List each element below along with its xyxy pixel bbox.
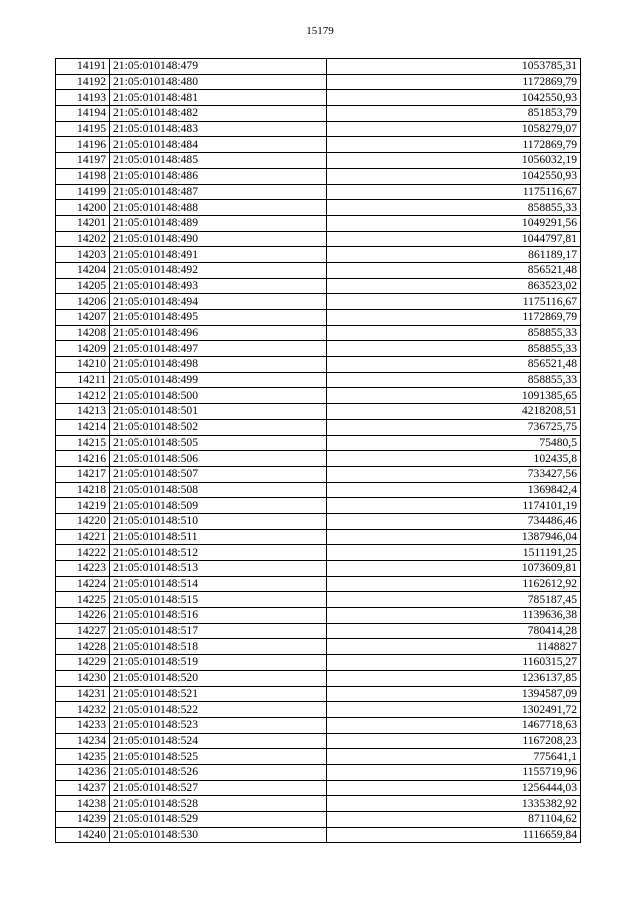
row-number-cell: 14194 bbox=[56, 106, 110, 122]
table-row bbox=[56, 749, 581, 765]
row-number-cell: 14226 bbox=[56, 608, 110, 624]
table-row bbox=[56, 262, 581, 278]
cadastral-value-cell: 1256444,03 bbox=[327, 780, 581, 796]
row-number-cell: 14214 bbox=[56, 419, 110, 435]
cadastral-number-cell: 21:05:010148:483 bbox=[110, 121, 327, 137]
cadastral-value-cell: 1172869,79 bbox=[327, 310, 581, 326]
cadastral-number-cell: 21:05:010148:516 bbox=[110, 608, 327, 624]
table-row bbox=[56, 482, 581, 498]
cadastral-value-cell: 1044797,81 bbox=[327, 231, 581, 247]
row-number-cell: 14236 bbox=[56, 764, 110, 780]
cadastral-value-cell: 1172869,79 bbox=[327, 137, 581, 153]
cadastral-value-cell: 858855,33 bbox=[327, 200, 581, 216]
row-number-cell: 14201 bbox=[56, 215, 110, 231]
row-number-cell: 14195 bbox=[56, 121, 110, 137]
table-row bbox=[56, 231, 581, 247]
cadastral-value-cell: 1302491,72 bbox=[327, 702, 581, 718]
cadastral-value-cell: 856521,48 bbox=[327, 357, 581, 373]
cadastral-number-cell: 21:05:010148:501 bbox=[110, 404, 327, 420]
cadastral-number-cell: 21:05:010148:506 bbox=[110, 451, 327, 467]
table-row bbox=[56, 702, 581, 718]
cadastral-number-cell: 21:05:010148:522 bbox=[110, 702, 327, 718]
row-number-cell: 14210 bbox=[56, 357, 110, 373]
cadastral-value-cell: 75480,5 bbox=[327, 435, 581, 451]
cadastral-number-cell: 21:05:010148:498 bbox=[110, 357, 327, 373]
table-row bbox=[56, 717, 581, 733]
row-number-cell: 14211 bbox=[56, 372, 110, 388]
row-number-cell: 14216 bbox=[56, 451, 110, 467]
row-number-cell: 14237 bbox=[56, 780, 110, 796]
cadastral-value-cell: 858855,33 bbox=[327, 372, 581, 388]
table-row bbox=[56, 121, 581, 137]
cadastral-number-cell: 21:05:010148:510 bbox=[110, 513, 327, 529]
table-row bbox=[56, 106, 581, 122]
cadastral-value-cell: 1175116,67 bbox=[327, 294, 581, 310]
cadastral-value-cell: 1335382,92 bbox=[327, 796, 581, 812]
row-number-cell: 14223 bbox=[56, 561, 110, 577]
table-row bbox=[56, 561, 581, 577]
cadastral-number-cell: 21:05:010148:480 bbox=[110, 74, 327, 90]
table-row bbox=[56, 341, 581, 357]
cadastral-value-cell: 1394587,09 bbox=[327, 686, 581, 702]
cadastral-value-cell: 1162612,92 bbox=[327, 576, 581, 592]
row-number-cell: 14217 bbox=[56, 466, 110, 482]
cadastral-value-cell: 733427,56 bbox=[327, 466, 581, 482]
table-row bbox=[56, 90, 581, 106]
row-number-cell: 14209 bbox=[56, 341, 110, 357]
table-body bbox=[56, 59, 581, 843]
cadastral-value-cell: 1172869,79 bbox=[327, 74, 581, 90]
cadastral-number-cell: 21:05:010148:507 bbox=[110, 466, 327, 482]
row-number-cell: 14206 bbox=[56, 294, 110, 310]
cadastral-value-cell: 1058279,07 bbox=[327, 121, 581, 137]
cadastral-value-cell: 1073609,81 bbox=[327, 561, 581, 577]
table-row bbox=[56, 357, 581, 373]
cadastral-number-cell: 21:05:010148:492 bbox=[110, 262, 327, 278]
cadastral-number-cell: 21:05:010148:493 bbox=[110, 278, 327, 294]
table-row bbox=[56, 623, 581, 639]
table-row bbox=[56, 686, 581, 702]
table-row bbox=[56, 529, 581, 545]
row-number-cell: 14205 bbox=[56, 278, 110, 294]
cadastral-value-cell: 4218208,51 bbox=[327, 404, 581, 420]
row-number-cell: 14192 bbox=[56, 74, 110, 90]
cadastral-value-cell: 1116659,84 bbox=[327, 827, 581, 843]
row-number-cell: 14219 bbox=[56, 498, 110, 514]
row-number-cell: 14239 bbox=[56, 812, 110, 828]
table-row bbox=[56, 796, 581, 812]
row-number-cell: 14240 bbox=[56, 827, 110, 843]
cadastral-value-cell: 851853,79 bbox=[327, 106, 581, 122]
cadastral-number-cell: 21:05:010148:513 bbox=[110, 561, 327, 577]
cadastral-value-cell: 1049291,56 bbox=[327, 215, 581, 231]
cadastral-number-cell: 21:05:010148:502 bbox=[110, 419, 327, 435]
cadastral-number-cell: 21:05:010148:523 bbox=[110, 717, 327, 733]
row-number-cell: 14232 bbox=[56, 702, 110, 718]
cadastral-number-cell: 21:05:010148:519 bbox=[110, 655, 327, 671]
table-row bbox=[56, 215, 581, 231]
table-row bbox=[56, 608, 581, 624]
row-number-cell: 14202 bbox=[56, 231, 110, 247]
cadastral-number-cell: 21:05:010148:526 bbox=[110, 764, 327, 780]
row-number-cell: 14197 bbox=[56, 153, 110, 169]
table-row bbox=[56, 325, 581, 341]
cadastral-value-cell: 1056032,19 bbox=[327, 153, 581, 169]
row-number-cell: 14229 bbox=[56, 655, 110, 671]
cadastral-number-cell: 21:05:010148:486 bbox=[110, 168, 327, 184]
cadastral-value-cell: 861189,17 bbox=[327, 247, 581, 263]
table-row bbox=[56, 451, 581, 467]
row-number-cell: 14230 bbox=[56, 670, 110, 686]
cadastral-number-cell: 21:05:010148:484 bbox=[110, 137, 327, 153]
cadastral-value-cell: 1091385,65 bbox=[327, 388, 581, 404]
table-row bbox=[56, 545, 581, 561]
table-row bbox=[56, 168, 581, 184]
cadastral-value-cell: 734486,46 bbox=[327, 513, 581, 529]
cadastral-value-cell: 1053785,31 bbox=[327, 59, 581, 75]
table-row bbox=[56, 294, 581, 310]
row-number-cell: 14193 bbox=[56, 90, 110, 106]
cadastral-value-cell: 736725,75 bbox=[327, 419, 581, 435]
table-row bbox=[56, 310, 581, 326]
row-number-cell: 14220 bbox=[56, 513, 110, 529]
table-row bbox=[56, 278, 581, 294]
cadastral-number-cell: 21:05:010148:487 bbox=[110, 184, 327, 200]
cadastral-value-cell: 1155719,96 bbox=[327, 764, 581, 780]
row-number-cell: 14224 bbox=[56, 576, 110, 592]
cadastral-number-cell: 21:05:010148:505 bbox=[110, 435, 327, 451]
table-row bbox=[56, 247, 581, 263]
table-row bbox=[56, 576, 581, 592]
table-row bbox=[56, 780, 581, 796]
row-number-cell: 14238 bbox=[56, 796, 110, 812]
table-row bbox=[56, 404, 581, 420]
row-number-cell: 14231 bbox=[56, 686, 110, 702]
table-row bbox=[56, 827, 581, 843]
row-number-cell: 14215 bbox=[56, 435, 110, 451]
cadastral-value-cell: 1174101,19 bbox=[327, 498, 581, 514]
cadastral-number-cell: 21:05:010148:525 bbox=[110, 749, 327, 765]
cadastral-number-cell: 21:05:010148:528 bbox=[110, 796, 327, 812]
table-row bbox=[56, 513, 581, 529]
cadastral-value-cell: 1236137,85 bbox=[327, 670, 581, 686]
row-number-cell: 14225 bbox=[56, 592, 110, 608]
cadastral-number-cell: 21:05:010148:529 bbox=[110, 812, 327, 828]
row-number-cell: 14199 bbox=[56, 184, 110, 200]
cadastral-number-cell: 21:05:010148:482 bbox=[110, 106, 327, 122]
cadastral-value-cell: 1387946,04 bbox=[327, 529, 581, 545]
cadastral-value-cell: 102435,8 bbox=[327, 451, 581, 467]
cadastral-value-table bbox=[55, 58, 581, 843]
table-row bbox=[56, 153, 581, 169]
cadastral-number-cell: 21:05:010148:491 bbox=[110, 247, 327, 263]
row-number-cell: 14196 bbox=[56, 137, 110, 153]
cadastral-value-cell: 785187,45 bbox=[327, 592, 581, 608]
table-row bbox=[56, 372, 581, 388]
cadastral-value-cell: 1511191,25 bbox=[327, 545, 581, 561]
row-number-cell: 14233 bbox=[56, 717, 110, 733]
cadastral-number-cell: 21:05:010148:515 bbox=[110, 592, 327, 608]
table-row bbox=[56, 670, 581, 686]
cadastral-number-cell: 21:05:010148:509 bbox=[110, 498, 327, 514]
table-row bbox=[56, 655, 581, 671]
cadastral-value-cell: 871104,62 bbox=[327, 812, 581, 828]
table-row bbox=[56, 59, 581, 75]
cadastral-value-cell: 1369842,4 bbox=[327, 482, 581, 498]
cadastral-number-cell: 21:05:010148:496 bbox=[110, 325, 327, 341]
cadastral-number-cell: 21:05:010148:499 bbox=[110, 372, 327, 388]
table-row bbox=[56, 812, 581, 828]
cadastral-number-cell: 21:05:010148:524 bbox=[110, 733, 327, 749]
row-number-cell: 14234 bbox=[56, 733, 110, 749]
cadastral-value-cell: 863523,02 bbox=[327, 278, 581, 294]
cadastral-number-cell: 21:05:010148:521 bbox=[110, 686, 327, 702]
cadastral-value-cell: 1175116,67 bbox=[327, 184, 581, 200]
row-number-cell: 14207 bbox=[56, 310, 110, 326]
cadastral-value-cell: 1042550,93 bbox=[327, 168, 581, 184]
cadastral-number-cell: 21:05:010148:518 bbox=[110, 639, 327, 655]
row-number-cell: 14200 bbox=[56, 200, 110, 216]
cadastral-value-cell: 775641,1 bbox=[327, 749, 581, 765]
row-number-cell: 14198 bbox=[56, 168, 110, 184]
page-number: 15179 bbox=[306, 25, 334, 37]
cadastral-value-cell: 858855,33 bbox=[327, 341, 581, 357]
table-row bbox=[56, 592, 581, 608]
cadastral-number-cell: 21:05:010148:489 bbox=[110, 215, 327, 231]
cadastral-number-cell: 21:05:010148:517 bbox=[110, 623, 327, 639]
table-row bbox=[56, 74, 581, 90]
table-row bbox=[56, 137, 581, 153]
table-row bbox=[56, 184, 581, 200]
cadastral-number-cell: 21:05:010148:512 bbox=[110, 545, 327, 561]
cadastral-number-cell: 21:05:010148:497 bbox=[110, 341, 327, 357]
row-number-cell: 14221 bbox=[56, 529, 110, 545]
row-number-cell: 14212 bbox=[56, 388, 110, 404]
cadastral-value-cell: 856521,48 bbox=[327, 262, 581, 278]
cadastral-number-cell: 21:05:010148:490 bbox=[110, 231, 327, 247]
row-number-cell: 14227 bbox=[56, 623, 110, 639]
cadastral-value-cell: 780414,28 bbox=[327, 623, 581, 639]
cadastral-value-cell: 1139636,38 bbox=[327, 608, 581, 624]
cadastral-value-cell: 1160315,27 bbox=[327, 655, 581, 671]
cadastral-value-cell: 1467718,63 bbox=[327, 717, 581, 733]
table-row bbox=[56, 764, 581, 780]
table-row bbox=[56, 498, 581, 514]
table-row bbox=[56, 388, 581, 404]
cadastral-value-cell: 858855,33 bbox=[327, 325, 581, 341]
cadastral-value-cell: 1167208,23 bbox=[327, 733, 581, 749]
table-row bbox=[56, 639, 581, 655]
table-row bbox=[56, 419, 581, 435]
cadastral-number-cell: 21:05:010148:481 bbox=[110, 90, 327, 106]
row-number-cell: 14203 bbox=[56, 247, 110, 263]
cadastral-number-cell: 21:05:010148:514 bbox=[110, 576, 327, 592]
cadastral-number-cell: 21:05:010148:520 bbox=[110, 670, 327, 686]
cadastral-number-cell: 21:05:010148:500 bbox=[110, 388, 327, 404]
cadastral-number-cell: 21:05:010148:485 bbox=[110, 153, 327, 169]
row-number-cell: 14213 bbox=[56, 404, 110, 420]
cadastral-number-cell: 21:05:010148:511 bbox=[110, 529, 327, 545]
row-number-cell: 14235 bbox=[56, 749, 110, 765]
table-row bbox=[56, 733, 581, 749]
cadastral-number-cell: 21:05:010148:530 bbox=[110, 827, 327, 843]
cadastral-number-cell: 21:05:010148:527 bbox=[110, 780, 327, 796]
cadastral-number-cell: 21:05:010148:488 bbox=[110, 200, 327, 216]
row-number-cell: 14208 bbox=[56, 325, 110, 341]
cadastral-value-cell: 1148827 bbox=[327, 639, 581, 655]
table-row bbox=[56, 200, 581, 216]
row-number-cell: 14191 bbox=[56, 59, 110, 75]
table-row bbox=[56, 435, 581, 451]
cadastral-number-cell: 21:05:010148:508 bbox=[110, 482, 327, 498]
cadastral-number-cell: 21:05:010148:479 bbox=[110, 59, 327, 75]
row-number-cell: 14228 bbox=[56, 639, 110, 655]
table-row bbox=[56, 466, 581, 482]
row-number-cell: 14222 bbox=[56, 545, 110, 561]
cadastral-value-cell: 1042550,93 bbox=[327, 90, 581, 106]
row-number-cell: 14218 bbox=[56, 482, 110, 498]
cadastral-number-cell: 21:05:010148:495 bbox=[110, 310, 327, 326]
row-number-cell: 14204 bbox=[56, 262, 110, 278]
cadastral-number-cell: 21:05:010148:494 bbox=[110, 294, 327, 310]
